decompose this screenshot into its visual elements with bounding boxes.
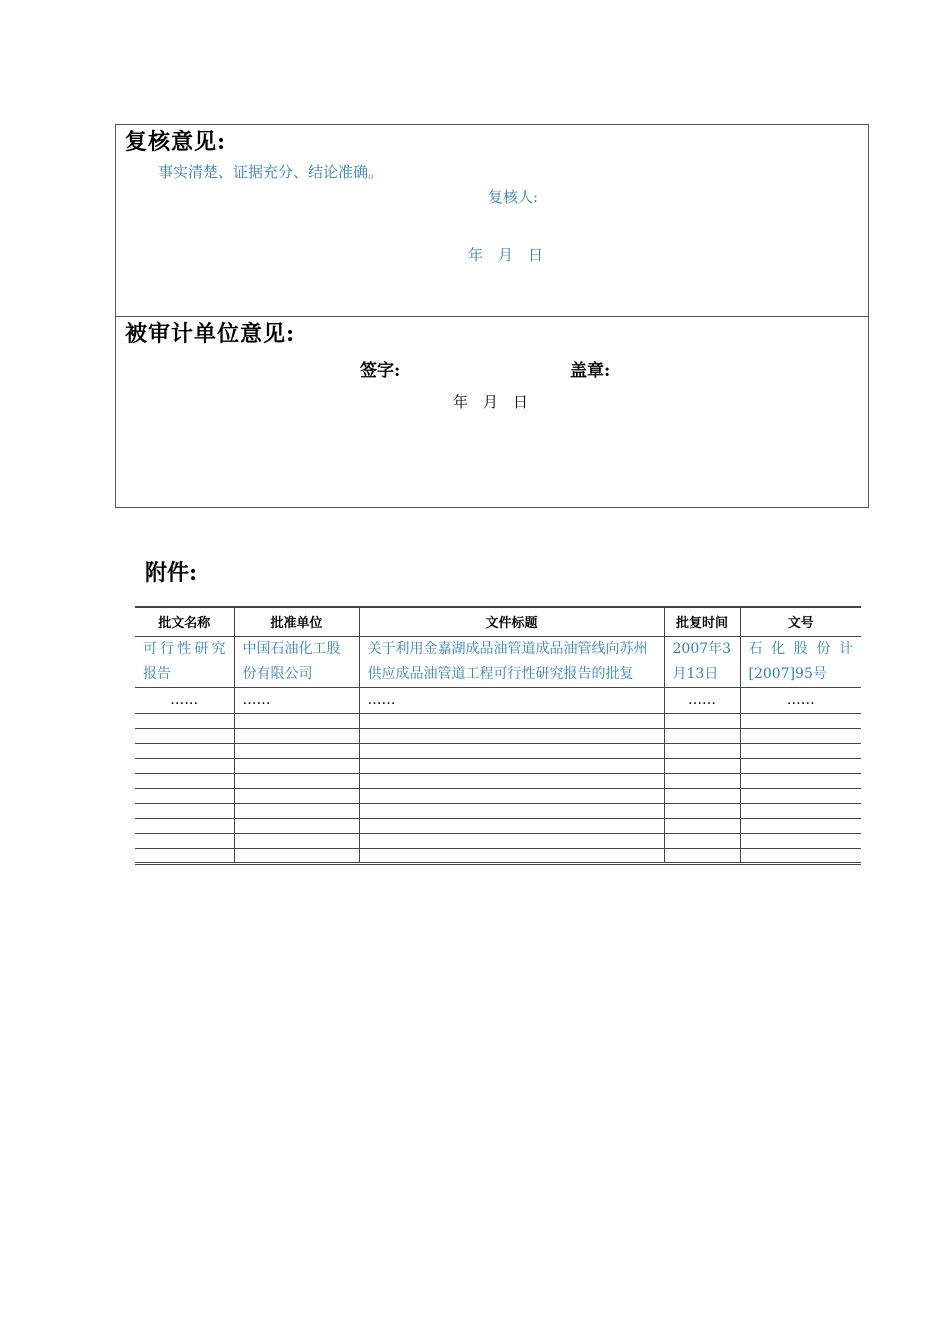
table-cell: …… xyxy=(664,687,740,713)
table-cell: …… xyxy=(135,687,234,713)
reviewer-label: 复核人: xyxy=(488,188,539,206)
table-row-empty xyxy=(135,818,861,833)
seal-label: 盖章: xyxy=(570,361,611,381)
auditee-opinion-title: 被审计单位意见: xyxy=(125,321,296,347)
table-cell: 石化股份计[2007]95号 xyxy=(740,636,861,687)
table-row-empty xyxy=(135,713,861,728)
table-cell: 可行性研究报告 xyxy=(135,636,234,687)
table-header-row xyxy=(135,607,861,636)
review-title: 复核意见: xyxy=(125,129,227,155)
attachment-table xyxy=(135,606,861,865)
column-header: 批文名称 xyxy=(135,607,234,636)
table-cell: 关于利用金嘉湖成品油管道成品油管线向苏州供应成品油管道工程可行性研究报告的批复 xyxy=(359,636,664,687)
attachment-title: 附件: xyxy=(145,560,198,586)
table-row-empty xyxy=(135,788,861,803)
table-row xyxy=(135,636,861,687)
table-cell: …… xyxy=(740,687,861,713)
table-row-empty xyxy=(135,758,861,773)
review-date: 年 月 日 xyxy=(468,246,544,264)
auditee-opinion-section xyxy=(115,316,869,508)
table-row xyxy=(135,687,861,713)
table-cell: …… xyxy=(234,687,359,713)
table-row-empty xyxy=(135,833,861,848)
column-header: 文件标题 xyxy=(359,607,664,636)
column-header: 批准单位 xyxy=(234,607,359,636)
review-section xyxy=(115,124,869,317)
signature-label: 签字: xyxy=(360,361,401,381)
table-row-empty xyxy=(135,773,861,788)
table-cell: 2007年3月13日 xyxy=(664,636,740,687)
table-cell: 中国石油化工股份有限公司 xyxy=(234,636,359,687)
table-cell: …… xyxy=(359,687,664,713)
table-row-empty xyxy=(135,743,861,758)
auditee-date: 年 月 日 xyxy=(453,393,529,411)
table-row-empty xyxy=(135,803,861,818)
review-opinion-text: 事实清楚、证据充分、结论准确。 xyxy=(158,163,384,181)
column-header: 文号 xyxy=(740,607,861,636)
table-row-empty xyxy=(135,848,861,863)
column-header: 批复时间 xyxy=(664,607,740,636)
table-row-empty xyxy=(135,728,861,743)
